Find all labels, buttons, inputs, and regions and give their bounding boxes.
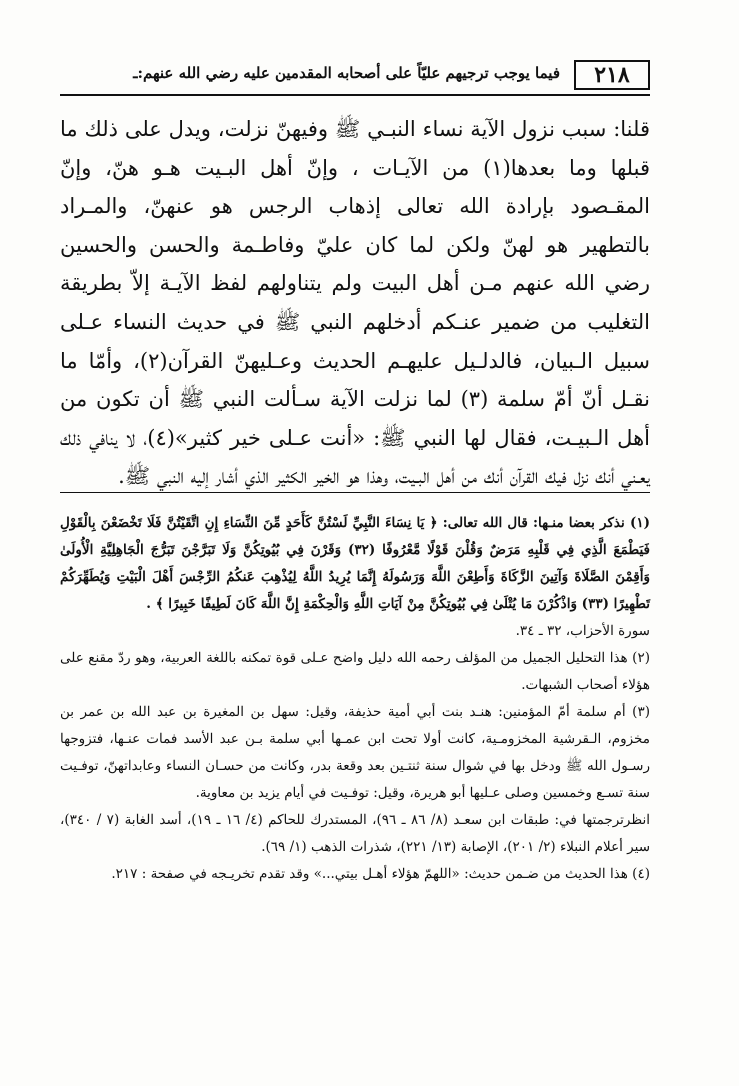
main-paragraph: قلنا: سبب نزول الآية نساء النبـي ﷺ وفيهنّ نزلت، ويدل على ذلك ما قبلها وما بعدها(١) من الآيـات ، وإنّ أهل البـيت هـو هنّ، وإنّ المقـصود بإرادة الله تعالى إذهاب الرجس هو عنهنّ، والمـراد بالتطهير هو لهنّ ولكن لما كان عليّ وفاطـمة والحسن والحسين رضي الله عنهم مـن أهل البيت ولم يتناولهم لفظ الآيـة إلاّ بطريقة التغليب من ضمير عنـكم أدخلهم النبي ﷺ في حديث النساء عـلى سبيل الـبيان، فالدلـيل عليهـم الحديث وعـليهنّ القرآن(٢)، وأمّا ما نقـل أنّ أمّ سلمة (٣) لما نزلت الآية سـألت النبي ﷺ أن تكون من أهل الـبيـت، فقال لها النبي ﷺ: «أنت عـلى خير كثير»(٤)، لا ينافي ذلك يعـني أنك نزل فيك القرآن أنك من أهل البـيت، وهذا هو الخير الكثير الذي أشار إليه النبي ﷺ. bbox=[60, 117, 651, 489]
footnote-1-source: سورة الأحزاب، ٣٢ ـ ٣٤. bbox=[515, 623, 650, 639]
main-text bbox=[60, 110, 650, 496]
footnote-2: (٢) هذا التحليل الجميل من المؤلف رحمه الله دليل واضح عـلى قوة تمكنه باللغة العربية، وهو ردّ مقنع على هؤلاء أصحاب الشبهات. bbox=[60, 650, 650, 693]
footnote-1: (١) نذكر بعضا منـها: قال الله تعالى: ﴿ يَا نِسَاءَ النَّبِيِّ لَسْتُنَّ كَأَحَدٍ مِّنَ النِّسَاءِ إِنِ اتَّقَيْتُنَّ فَلَا تَخْضَعْنَ بِالْقَوْلِ فَيَطْمَعَ الَّذِي فِي قَلْبِهِ مَرَضٌ وَقُلْنَ قَوْلًا مَّعْرُوفًا (٣٢) وَقَرْنَ فِي بُيُوتِكُنَّ وَلَا تَبَرَّجْنَ تَبَرُّجَ الْجَاهِلِيَّةِ الْأُولَىٰ وَأَقِمْنَ الصَّلَاةَ وَآتِينَ الزَّكَاةَ وَأَطِعْنَ اللَّهَ وَرَسُولَهُ إِنَّمَا يُرِيدُ اللَّهُ لِيُذْهِبَ عَنكُمُ الرِّجْسَ أَهْلَ الْبَيْتِ وَيُطَهِّرَكُمْ تَطْهِيرًا (٣٣) وَاذْكُرْنَ مَا يُتْلَىٰ فِي بُيُوتِكُنَّ مِنْ آيَاتِ اللَّهِ وَالْحِكْمَةِ إِنَّ اللَّهَ كَانَ لَطِيفًا خَبِيرًا ﴾ . bbox=[60, 515, 650, 612]
page-header bbox=[60, 58, 650, 96]
page-number: ٢١٨ bbox=[574, 60, 650, 90]
footnotes bbox=[60, 510, 650, 888]
footnote-separator bbox=[60, 492, 650, 493]
footnote-4: (٤) هذا الحديث من ضـمن حديث: «اللهمّ هؤلاء أهـل بيتي...» وقد تقدم تخريـجه في صفحة : ٢١٧. bbox=[111, 866, 650, 882]
footnote-3-references: انظرترجمتها في: طبقات ابن سعـد (٨/ ٨٦ ـ ٩٦)، المستدرك للحاكم (٤/ ١٦ ـ ١٩)، أسد الغابة (٧ / ٣٤٠)، سير أعلام النبلاء (٢/ ٢٠١)، الإصابة (١٣/ ٢٢١)، شذرات الذهب (١/ ٦٩). bbox=[60, 812, 650, 855]
footnote-3: (٣) أم سلمة أمّ المؤمنين: هنـد بنت أبي أمية حذيفة، وقيل: سهل بن المغيرة بن عبد الله بن عمر بن مخزوم، الـقرشية المخزومـية، كانت أولا تحت ابن عمـها أبي سلمة بـن عبد الأسد فمات عنـها، فتزوجها رسـول الله ﷺ ودخل بها في شوال سنة ثنتـين بعد وقعة بدر، وكانت من حسـان النساء وعابداتهنّ، توفـيت سنة تسـع وخمسين وصلى عـليها أبو هريرة، وقيل: توفـيت في أيام يزيد بن معاوية. bbox=[60, 704, 650, 801]
running-title: فيما يوجب ترجيهم عليّاً على أصحابه المقدمين عليه رضي الله عنهم:ـ bbox=[133, 64, 560, 82]
